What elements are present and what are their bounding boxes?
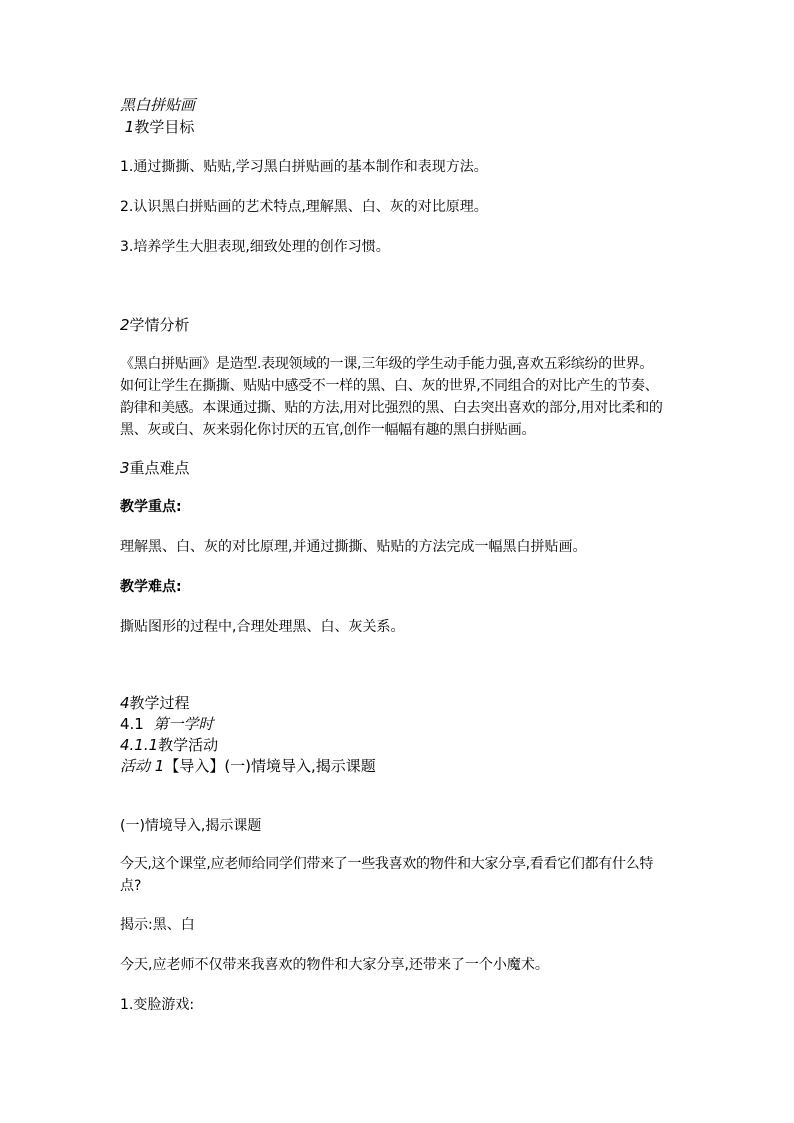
subsubsection-label: 教学活动: [158, 736, 219, 754]
activity-label: 【导入】(一)情境导入,揭示课题: [164, 757, 376, 775]
section-label: 教学目标: [134, 118, 195, 136]
section-heading-goals: [120, 117, 194, 137]
section-label: 重点难点: [129, 459, 190, 477]
subsection-heading: [120, 714, 213, 734]
key-point-label: 教学重点:: [120, 499, 182, 515]
subsubsection-number: 4.1.1: [120, 736, 159, 754]
activity-prefix: 活动 1: [120, 757, 165, 775]
section-heading-process: [120, 693, 190, 713]
difficulty-label: 教学难点:: [120, 579, 182, 595]
section-number: 3: [120, 459, 130, 477]
subsection-number: 4.1: [120, 715, 144, 733]
body-paragraph-line: 今天,这个课堂,应老师给同学们带来了一些我喜欢的物件和大家分享,看看它们都有什么特: [120, 856, 654, 872]
body-paragraph: (一)情境导入,揭示课题: [120, 818, 262, 834]
section-number: 2: [120, 316, 130, 334]
section-number: 4: [120, 694, 130, 712]
section-label: 教学过程: [129, 694, 190, 712]
goal-item: 1.通过撕撕、贴贴,学习黑白拼贴画的基本制作和表现方法。: [120, 159, 488, 175]
section-heading-analysis: [120, 315, 190, 335]
difficulty-text: 撕贴图形的过程中,合理处理黑、白、灰关系。: [120, 619, 405, 635]
body-paragraph: 今天,应老师不仅带来我喜欢的物件和大家分享,还带来了一个小魔术。: [120, 957, 549, 973]
goal-item: 3.培养学生大胆表现,细致处理的创作习惯。: [120, 239, 390, 255]
analysis-line: 黑、灰或白、灰来弱化你讨厌的五官,创作一幅幅有趣的黑白拼贴画。: [120, 422, 536, 438]
analysis-line: 韵律和美感。本课通过撕、贴的方法,用对比强烈的黑、白去突出喜欢的部分,用对比柔和的: [120, 400, 663, 416]
analysis-line: 《黑白拼贴画》是造型.表现领域的一课,三年级的学生动手能力强,喜欢五彩缤纷的世界。: [120, 356, 654, 372]
body-paragraph: 1.变脸游戏:: [120, 997, 195, 1013]
section-label: 学情分析: [129, 316, 190, 334]
subsection-label: 第一学时: [153, 715, 214, 733]
section-number: 1: [124, 118, 135, 136]
body-paragraph: 揭示:黑、白: [120, 917, 195, 933]
subsubsection-heading: [120, 735, 218, 755]
section-heading-key-points: [120, 458, 190, 478]
document-title: 黑白拼贴画: [120, 96, 196, 114]
key-point-text: 理解黑、白、灰的对比原理,并通过撕撕、贴贴的方法完成一幅黑白拼贴画。: [120, 539, 587, 555]
activity-heading: [120, 756, 376, 776]
goal-item: 2.认识黑白拼贴画的艺术特点,理解黑、白、灰的对比原理。: [120, 199, 488, 215]
body-paragraph-line: 点?: [120, 878, 142, 894]
analysis-line: 如何让学生在撕撕、贴贴中感受不一样的黑、白、灰的世界,不同组合的对比产生的节奏、: [120, 378, 659, 394]
